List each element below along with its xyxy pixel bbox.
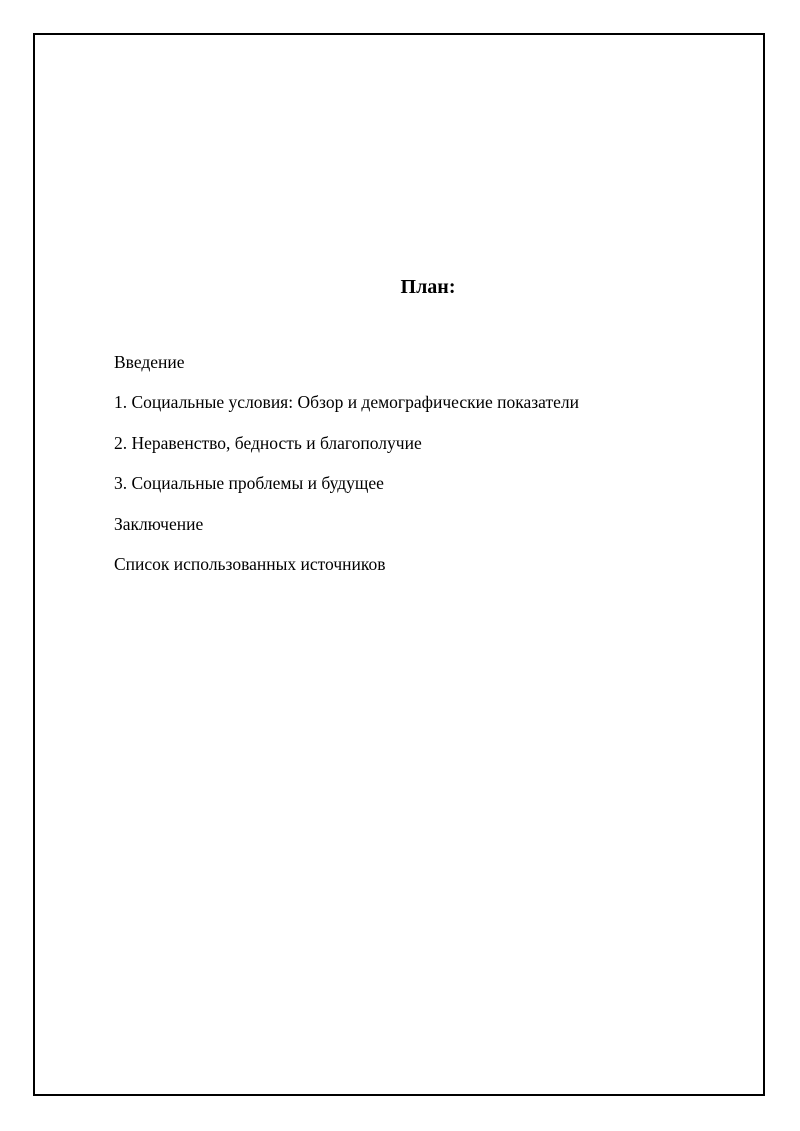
page-title: План: xyxy=(400,276,456,298)
toc-item-chapter-3: 3. Социальные проблемы и будущее xyxy=(114,473,384,494)
toc-item-chapter-2: 2. Неравенство, бедность и благополучие xyxy=(114,432,422,453)
table-of-contents xyxy=(114,349,579,591)
toc-item-introduction: Введение xyxy=(114,352,185,372)
toc-item-conclusion: Заключение xyxy=(114,513,204,534)
toc-item-chapter-1: 1. Социальные условия: Обзор и демографические показатели xyxy=(114,392,579,413)
toc-item-references: Список использованных источников xyxy=(114,553,386,574)
